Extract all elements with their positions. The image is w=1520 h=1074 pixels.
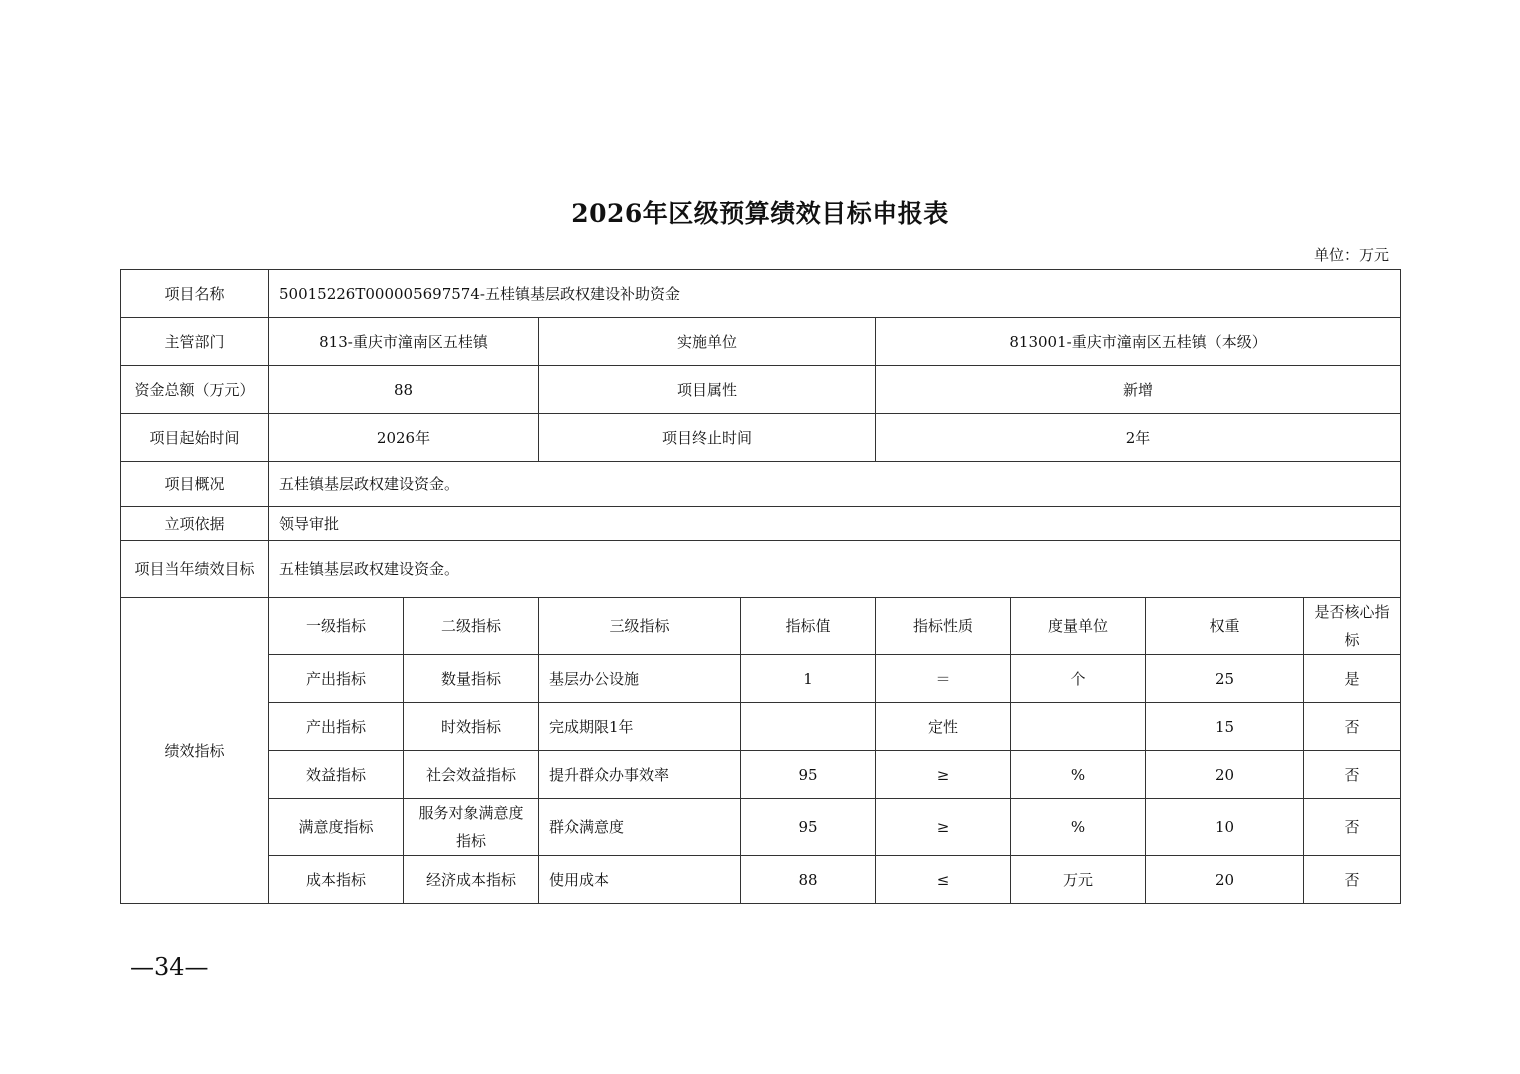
end-value: 2年 — [876, 414, 1401, 462]
table-row — [121, 856, 1401, 904]
table-row — [121, 751, 1401, 799]
dept-label: 主管部门 — [121, 318, 269, 366]
cell-weight: 20 — [1146, 856, 1304, 904]
basis-label: 立项依据 — [121, 507, 269, 541]
attr-value: 新增 — [876, 366, 1401, 414]
cell-value: 95 — [741, 799, 876, 856]
cell-core: 否 — [1304, 799, 1401, 856]
cell-level3: 基层办公设施 — [539, 655, 741, 703]
row-basis — [121, 507, 1401, 541]
cell-weight: 25 — [1146, 655, 1304, 703]
cell-core: 否 — [1304, 856, 1401, 904]
cell-nature: 定性 — [876, 703, 1011, 751]
goal-label: 项目当年绩效目标 — [121, 541, 269, 598]
cell-level2: 社会效益指标 — [404, 751, 539, 799]
cell-level2: 时效指标 — [404, 703, 539, 751]
cell-unit — [1011, 703, 1146, 751]
cell-level2: 数量指标 — [404, 655, 539, 703]
end-label: 项目终止时间 — [539, 414, 876, 462]
row-time — [121, 414, 1401, 462]
row-goal — [121, 541, 1401, 598]
start-value: 2026年 — [269, 414, 539, 462]
cell-value — [741, 703, 876, 751]
project-name-value: 50015226T000005697574-五桂镇基层政权建设补助资金 — [269, 270, 1401, 318]
cell-value: 1 — [741, 655, 876, 703]
cell-unit: 个 — [1011, 655, 1146, 703]
cell-level1: 产出指标 — [269, 703, 404, 751]
row-project-name — [121, 270, 1401, 318]
cell-weight: 20 — [1146, 751, 1304, 799]
cell-unit: % — [1011, 799, 1146, 856]
unit-label: 单位：万元 — [1313, 246, 1389, 264]
row-fund — [121, 366, 1401, 414]
cell-value: 88 — [741, 856, 876, 904]
indicator-header-row — [121, 598, 1401, 655]
cell-core: 是 — [1304, 655, 1401, 703]
header-weight: 权重 — [1146, 598, 1304, 655]
cell-weight: 15 — [1146, 703, 1304, 751]
start-label: 项目起始时间 — [121, 414, 269, 462]
header-unit: 度量单位 — [1011, 598, 1146, 655]
header-core: 是否核心指标 — [1304, 598, 1401, 655]
dept-value: 813-重庆市潼南区五桂镇 — [269, 318, 539, 366]
cell-core: 否 — [1304, 751, 1401, 799]
project-name-label: 项目名称 — [121, 270, 269, 318]
cell-level1: 效益指标 — [269, 751, 404, 799]
performance-table — [120, 269, 1401, 904]
cell-weight: 10 — [1146, 799, 1304, 856]
basis-value: 领导审批 — [269, 507, 1401, 541]
cell-nature: ≥ — [876, 751, 1011, 799]
cell-level3: 提升群众办事效率 — [539, 751, 741, 799]
overview-value: 五桂镇基层政权建设资金。 — [269, 462, 1401, 507]
table-row — [121, 655, 1401, 703]
row-dept — [121, 318, 1401, 366]
header-value: 指标值 — [741, 598, 876, 655]
cell-level1: 满意度指标 — [269, 799, 404, 856]
table-row — [121, 703, 1401, 751]
page-number: —34— — [130, 953, 209, 981]
fund-value: 88 — [269, 366, 539, 414]
attr-label: 项目属性 — [539, 366, 876, 414]
cell-unit: % — [1011, 751, 1146, 799]
cell-level2: 服务对象满意度指标 — [404, 799, 539, 856]
indicators-section-label: 绩效指标 — [121, 598, 269, 904]
overview-label: 项目概况 — [121, 462, 269, 507]
fund-label: 资金总额（万元） — [121, 366, 269, 414]
cell-unit: 万元 — [1011, 856, 1146, 904]
impl-label: 实施单位 — [539, 318, 876, 366]
header-level2: 二级指标 — [404, 598, 539, 655]
cell-level3: 使用成本 — [539, 856, 741, 904]
cell-core: 否 — [1304, 703, 1401, 751]
row-overview — [121, 462, 1401, 507]
page-title: 2026年区级预算绩效目标申报表 — [571, 199, 949, 228]
cell-level1: 产出指标 — [269, 655, 404, 703]
header-level1: 一级指标 — [269, 598, 404, 655]
cell-level1: 成本指标 — [269, 856, 404, 904]
table-row — [121, 799, 1401, 856]
header-level3: 三级指标 — [539, 598, 741, 655]
header-nature: 指标性质 — [876, 598, 1011, 655]
cell-nature: ≥ — [876, 799, 1011, 856]
cell-nature: ≤ — [876, 856, 1011, 904]
cell-value: 95 — [741, 751, 876, 799]
goal-value: 五桂镇基层政权建设资金。 — [269, 541, 1401, 598]
cell-level3: 完成期限1年 — [539, 703, 741, 751]
impl-value: 813001-重庆市潼南区五桂镇（本级） — [876, 318, 1401, 366]
cell-level3: 群众满意度 — [539, 799, 741, 856]
cell-nature: ＝ — [876, 655, 1011, 703]
cell-level2: 经济成本指标 — [404, 856, 539, 904]
